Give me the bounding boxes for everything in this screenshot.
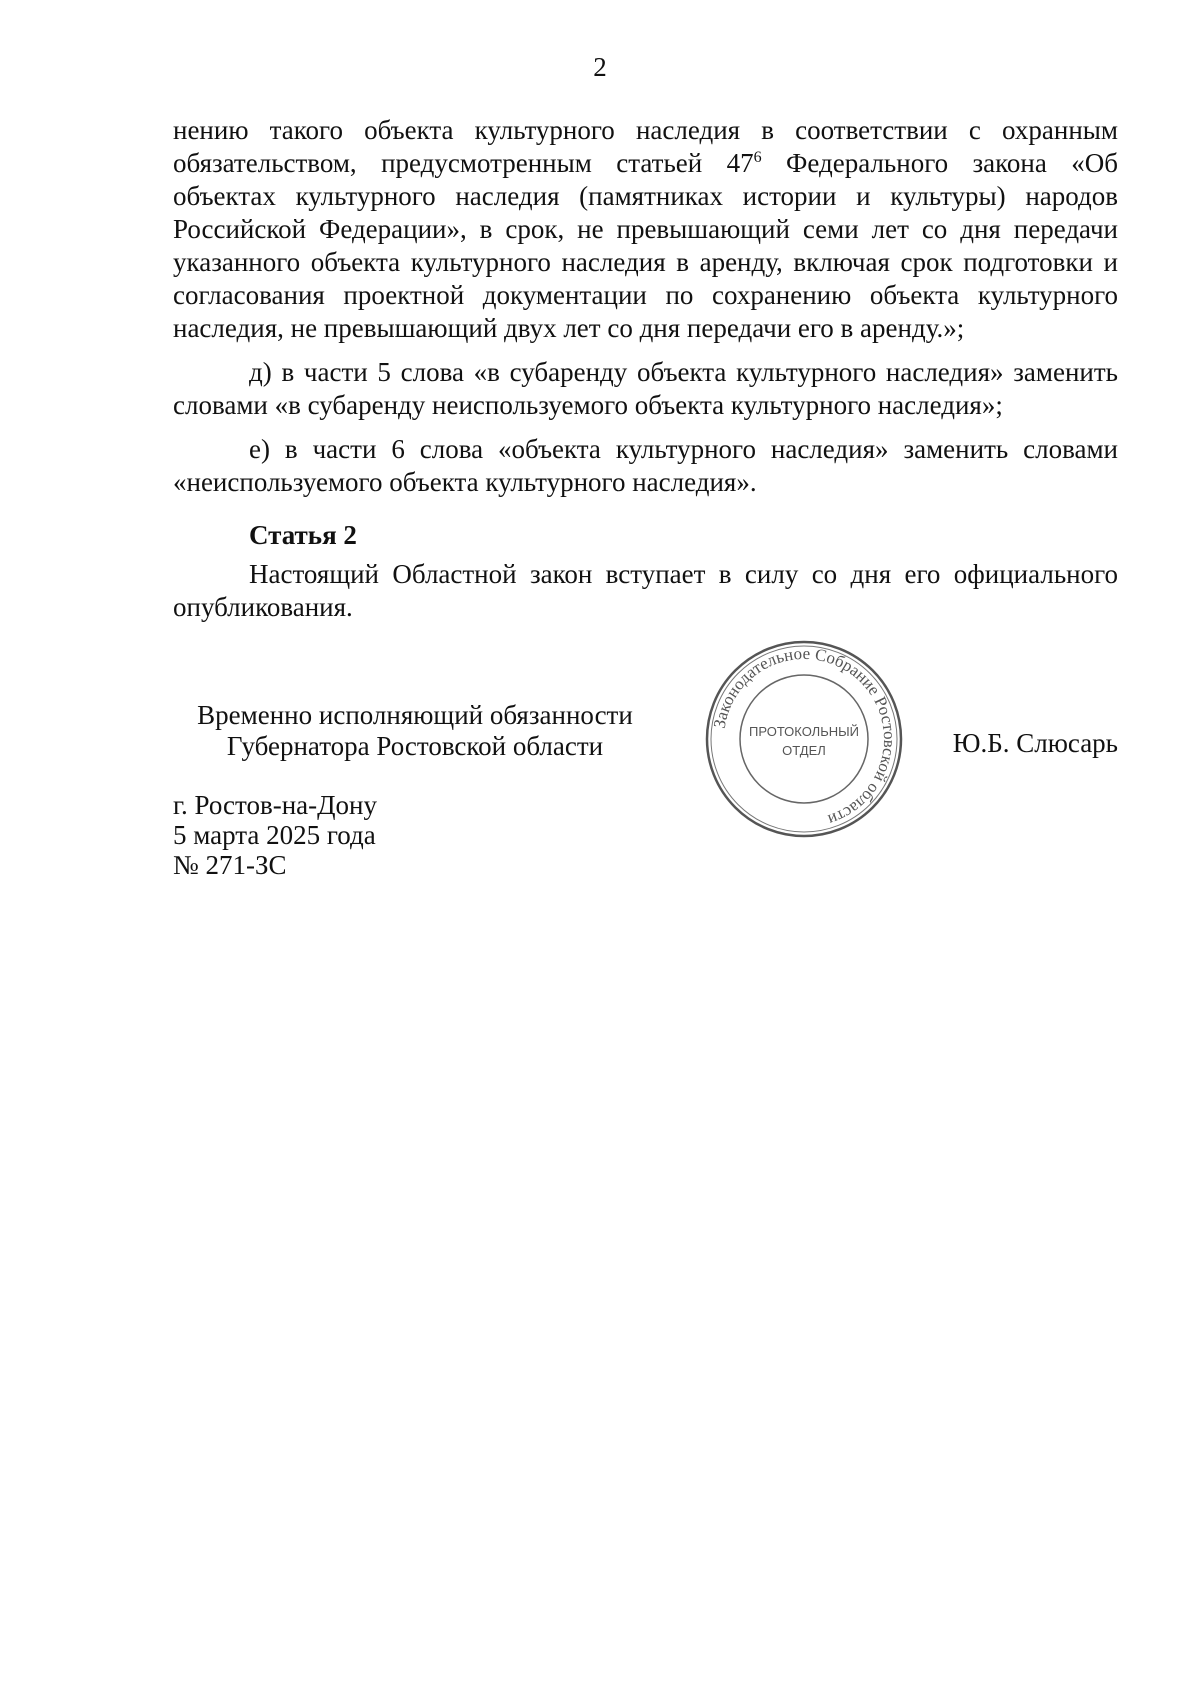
paragraph-continuation xyxy=(173,114,1118,345)
seal-inner-text: ОТДЕЛ xyxy=(782,743,826,758)
paragraph-e: е) в части 6 слова «объекта культурного наследия» заменить словами «неиспользуемого объекта культурного наследия». xyxy=(173,434,1118,497)
signature-title-line: Временно исполняющий обязанности xyxy=(197,700,633,730)
signature-title-line: Губернатора Ростовской области xyxy=(226,731,604,761)
official-seal xyxy=(704,639,904,839)
seal-outer-ring xyxy=(707,642,901,836)
law-number: № 271-ЗС xyxy=(173,850,287,880)
page-number: 2 xyxy=(593,52,607,82)
article-heading: Статья 2 xyxy=(249,520,357,550)
document-body xyxy=(173,114,1118,635)
paragraph-d: д) в части 5 слова «в субаренду объекта культурного наследия» заменить словами «в субаренду неиспользуемого объекта культурного наследия»; xyxy=(173,357,1118,420)
paragraph-article-2: Настоящий Областной закон вступает в силу со дня его официального опубликования. xyxy=(173,559,1118,622)
seal-outer-text: Законодательное Собрание Ростовской области xyxy=(709,643,900,830)
superscript: 6 xyxy=(753,149,762,166)
seal-inner-text: ПРОТОКОЛЬНЫЙ xyxy=(748,724,860,739)
signature-title xyxy=(170,700,660,762)
date: 5 марта 2025 года xyxy=(173,820,376,850)
signatory-name: Ю.Б. Слюсарь xyxy=(952,728,1118,758)
paragraph-text: нению такого объекта культурного наследия в соответствии с охранным обязательством, предусмотренным статьей 47 xyxy=(173,115,1118,178)
city: г. Ростов-на-Дону xyxy=(173,790,378,820)
place-date-block xyxy=(173,790,377,880)
paragraph-text-rest: Федерального закона «Об объектах культурного наследия (памятниках истории и культуры) народов Российской Федерации», в срок, не превышающий семи лет со дня передачи указанного объекта культурного наследия в аренду, включая срок подготовки и согласования проектной документации по сохранению объекта культурного наследия, не превышающий двух лет со дня передачи его в аренду.»; xyxy=(173,148,1118,343)
seal-inner-ring xyxy=(740,675,868,803)
